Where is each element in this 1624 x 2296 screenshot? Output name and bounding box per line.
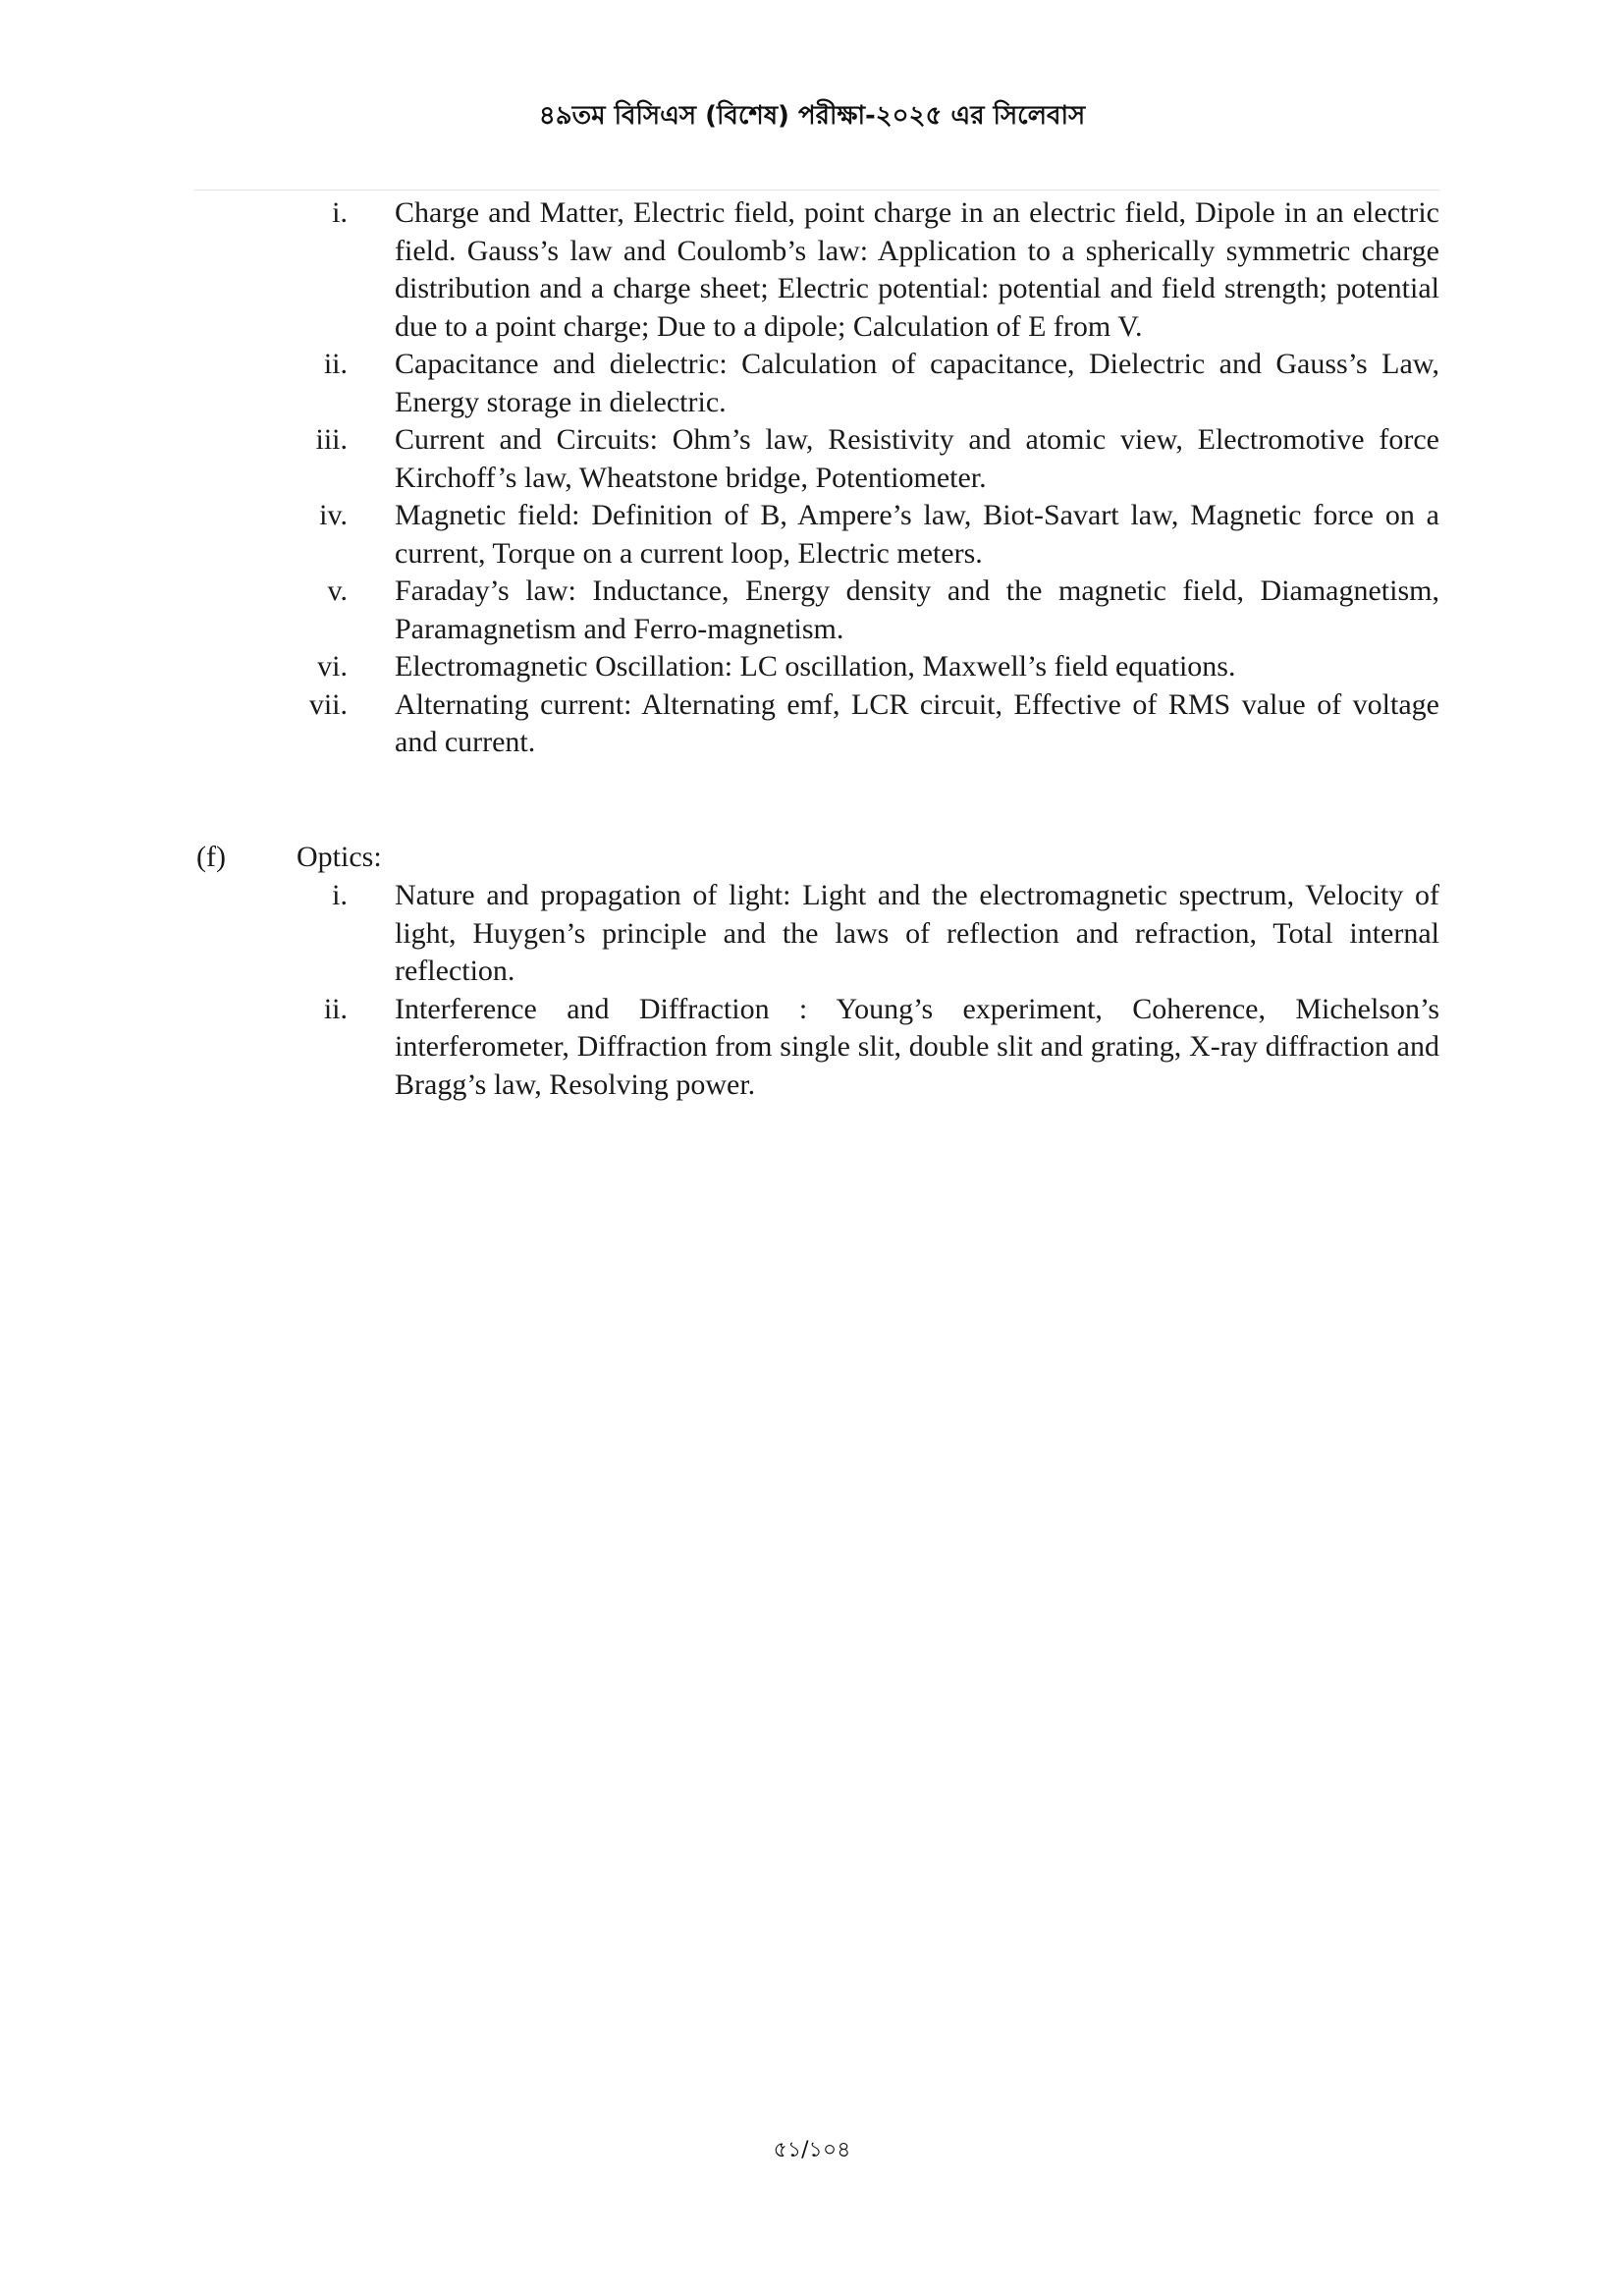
list-item — [0, 346, 1624, 421]
item-text: Interference and Diffraction : Young’s experiment, Coherence, Michelson’s interferometer, Diffraction from single slit, double slit and grating, X-ray diffraction and Bragg’s law, Resolving power. — [395, 992, 1439, 1101]
page-number: ৫১/১০৪ — [773, 2138, 851, 2162]
item-number: vi. — [317, 650, 348, 683]
item-number: i. — [332, 196, 348, 229]
section-title: Optics: — [297, 841, 382, 873]
item-text: Nature and propagation of light: Light and the electromagnetic spectrum, Velocity of light, Huygen’s principle and the laws of reflection and refraction, Total internal reflection. — [395, 879, 1439, 987]
list-item — [0, 194, 1624, 346]
item-number: vii. — [308, 687, 348, 721]
item-text: Capacitance and dielectric: Calculation of capacitance, Dielectric and Gauss’s Law, Energy storage in dielectric. — [395, 348, 1439, 418]
item-number: v. — [327, 574, 348, 607]
item-number: ii. — [323, 992, 348, 1025]
list-item — [0, 877, 1624, 991]
list-item — [0, 497, 1624, 573]
list-item — [0, 421, 1624, 497]
item-text: Current and Circuits: Ohm’s law, Resistivity and atomic view, Electromotive force Kirchoff’s law, Wheatstone bridge, Potentiometer. — [395, 423, 1439, 494]
item-text: Alternating current: Alternating emf, LCR circuit, Effective of RMS value of voltage and current. — [395, 687, 1439, 758]
list-item — [0, 573, 1624, 648]
list-item — [0, 648, 1624, 686]
item-number: ii. — [323, 348, 348, 380]
header-divider — [194, 190, 1439, 191]
optics-section-heading — [0, 839, 1624, 877]
section-label: (f) — [196, 841, 226, 873]
item-text: Electromagnetic Oscillation: LC oscillation, Maxwell’s field equations. — [395, 650, 1236, 683]
item-number: iv. — [319, 499, 348, 531]
optics-topic-list — [0, 877, 1624, 1104]
item-text: Charge and Matter, Electric field, point charge in an electric field, Dipole in an electric field. Gauss’s law and Coulomb’s law: Application to a spherically symmetric charge distribution and a charge sheet; Electric potential: potential and field strength; potential due to a point charge; Due to a dipole; Calculation of E from V. — [395, 196, 1439, 343]
item-number: i. — [332, 879, 348, 911]
list-item — [0, 686, 1624, 762]
page-header-title: ৪৯তম বিসিএস (বিশেষ) পরীক্ষা-২০২৫ এর সিলেবাস — [538, 101, 1086, 131]
item-number: iii. — [315, 423, 348, 456]
electricity-magnetism-topic-list — [0, 194, 1624, 762]
list-item — [0, 991, 1624, 1105]
item-text: Magnetic field: Definition of B, Ampere’s law, Biot-Savart law, Magnetic force on a current, Torque on a current loop, Electric meters. — [395, 499, 1439, 570]
item-text: Faraday’s law: Inductance, Energy density and the magnetic field, Diamagnetism, Paramagnetism and Ferro-magnetism. — [395, 574, 1439, 645]
